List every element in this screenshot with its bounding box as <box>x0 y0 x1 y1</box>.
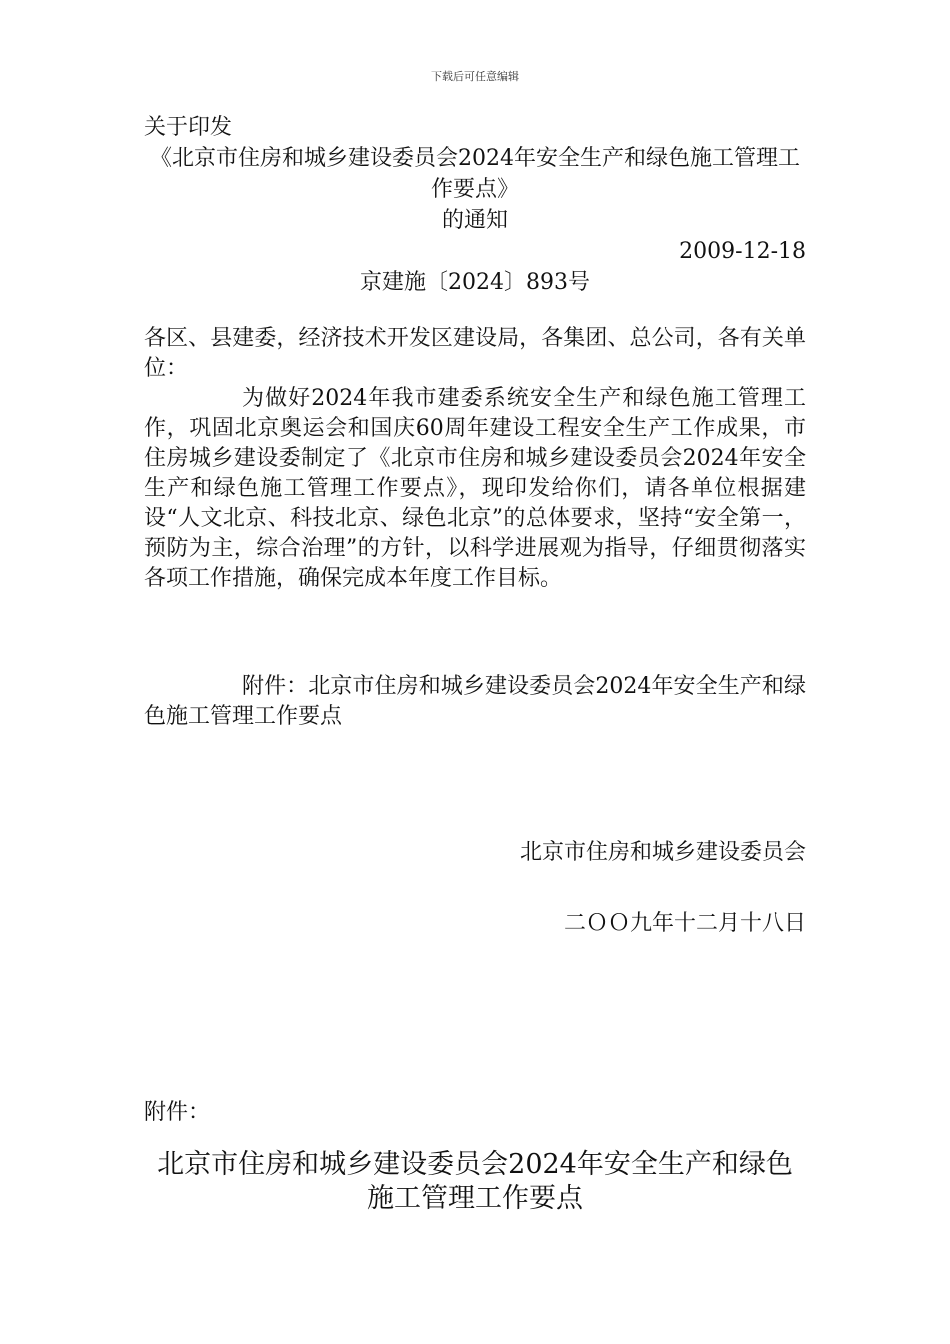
notice-body: 为做好2024年我市建委系统安全生产和绿色施工管理工作，巩固北京奥运会和国庆60周年建设工程安全生产工作成果，市住房城乡建设委制定了《北京市住房和城乡建设委员会2024年安全生产和绿色施工管理工作要点》，现印发给你们，请各单位根据建设“人文北京、科技北京、绿色北京”的总体要求，坚持“安全第一，预防为主，综合治理”的方针，以科学进展观为指导，仔细贯彻落实各项工作措施，确保完成本年度工作目标。 <box>144 386 806 591</box>
signature-date: 二ＯＯ九年十二月十八日 <box>563 911 806 936</box>
notice-title-line3: 的通知 <box>441 208 508 233</box>
notice-date: 2009-12-18 <box>679 239 806 264</box>
notice-title-line1: 关于印发 <box>144 115 233 140</box>
signature-org: 北京市住房和城乡建设委员会 <box>519 840 806 865</box>
recipients: 各区、县建委，经济技术开发区建设局，各集团、总公司，各有关单位： <box>144 326 806 381</box>
document-page <box>144 112 806 1216</box>
document-number: 京建施〔2024〕893号 <box>360 270 590 295</box>
attachment-reference: 附件：北京市住房和城乡建设委员会2024年安全生产和绿色施工管理工作要点 <box>144 674 806 729</box>
notice-title-line2: 《北京市住房和城乡建设委员会2024年安全生产和绿色施工管理工作要点》 <box>150 146 800 202</box>
attachment-title: 北京市住房和城乡建设委员会2024年安全生产和绿色施工管理工作要点 <box>157 1149 793 1214</box>
attachment-label: 附件： <box>144 1100 211 1125</box>
page-header-note: 下载后可任意编辑 <box>431 70 519 83</box>
